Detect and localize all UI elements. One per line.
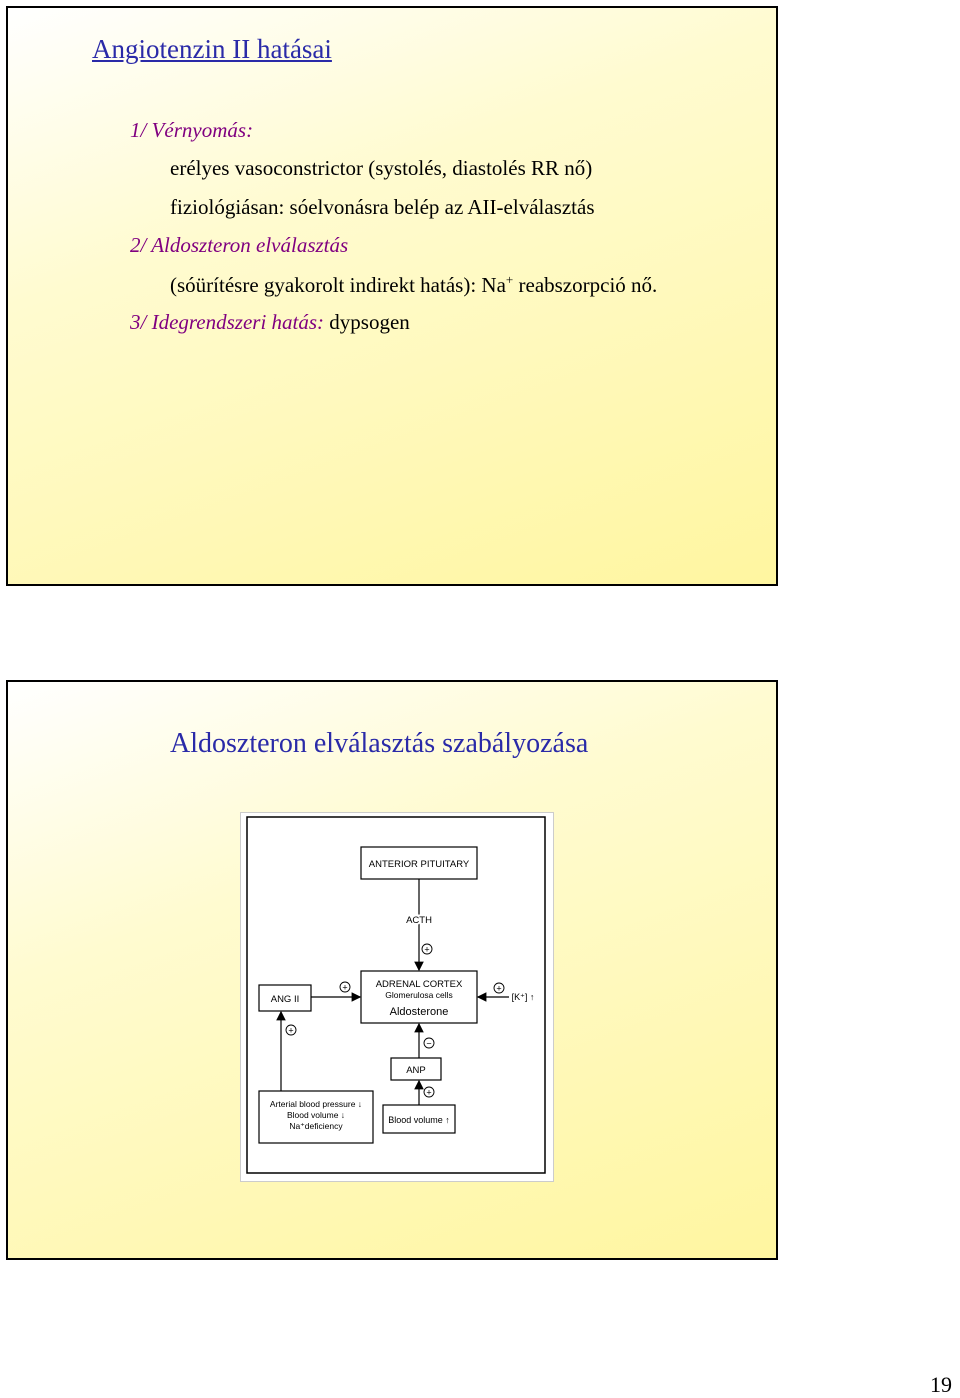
angii-plus-sign: + xyxy=(342,982,348,993)
potassium-plus-sign: + xyxy=(496,983,502,994)
ang-ii-label: ANG II xyxy=(270,994,300,1005)
sodium-charge: + xyxy=(505,272,514,287)
item2-heading: 2/ Aldoszteron elválasztás xyxy=(130,233,349,257)
item2-line1-post: reabszorpció nő. xyxy=(513,273,658,297)
blood-volume-up-label: Blood volume ↑ xyxy=(388,1115,450,1125)
anp-minus-sign: − xyxy=(426,1038,432,1049)
item2-line1-pre: (sóürítésre gyakorolt indirekt hatás): Na xyxy=(170,273,506,297)
slide-title: Angiotenzin II hatásai xyxy=(92,34,332,64)
na-deficiency-label: Na⁺deficiency xyxy=(289,1121,343,1131)
blood-volume-down-label: Blood volume ↓ xyxy=(286,1110,346,1120)
potassium-label: [K⁺] ↑ xyxy=(511,992,535,1002)
item3-rest: dypsogen xyxy=(324,310,410,334)
slide-title: Aldoszteron elválasztás szabályozása xyxy=(170,728,589,759)
volume-plus-sign: + xyxy=(426,1087,432,1098)
item3-line xyxy=(130,310,410,335)
arterial-bp-label: Arterial blood pressure ↓ xyxy=(269,1099,363,1109)
anp-label: ANP xyxy=(406,1065,426,1076)
anterior-pituitary-label: ANTERIOR PITUITARY xyxy=(368,859,470,870)
acth-label: ACTH xyxy=(406,915,432,926)
item2-line1 xyxy=(170,272,657,298)
glomerulosa-label: Glomerulosa cells xyxy=(385,990,453,1000)
aldosterone-label: Aldosterone xyxy=(389,1006,449,1018)
bp-plus-sign: + xyxy=(288,1025,294,1036)
aldosterone-regulation-diagram xyxy=(240,812,554,1182)
slide-aldosterone-regulation xyxy=(6,680,778,1260)
item1-line1: erélyes vasoconstrictor (systolés, diastolés RR nő) xyxy=(170,156,593,180)
page-number: 19 xyxy=(930,1372,952,1397)
item1-heading: 1/ Vérnyomás: xyxy=(130,118,254,142)
slide-angiotensin-effects xyxy=(6,6,778,586)
item3-colon: : xyxy=(317,310,325,334)
item3-heading: 3/ Idegrendszeri hatás xyxy=(130,310,318,334)
item1-line2: fiziológiásan: sóelvonásra belép az AII-elválasztás xyxy=(170,195,595,219)
acth-plus-sign: + xyxy=(424,944,430,955)
adrenal-cortex-label: ADRENAL CORTEX xyxy=(375,979,463,990)
